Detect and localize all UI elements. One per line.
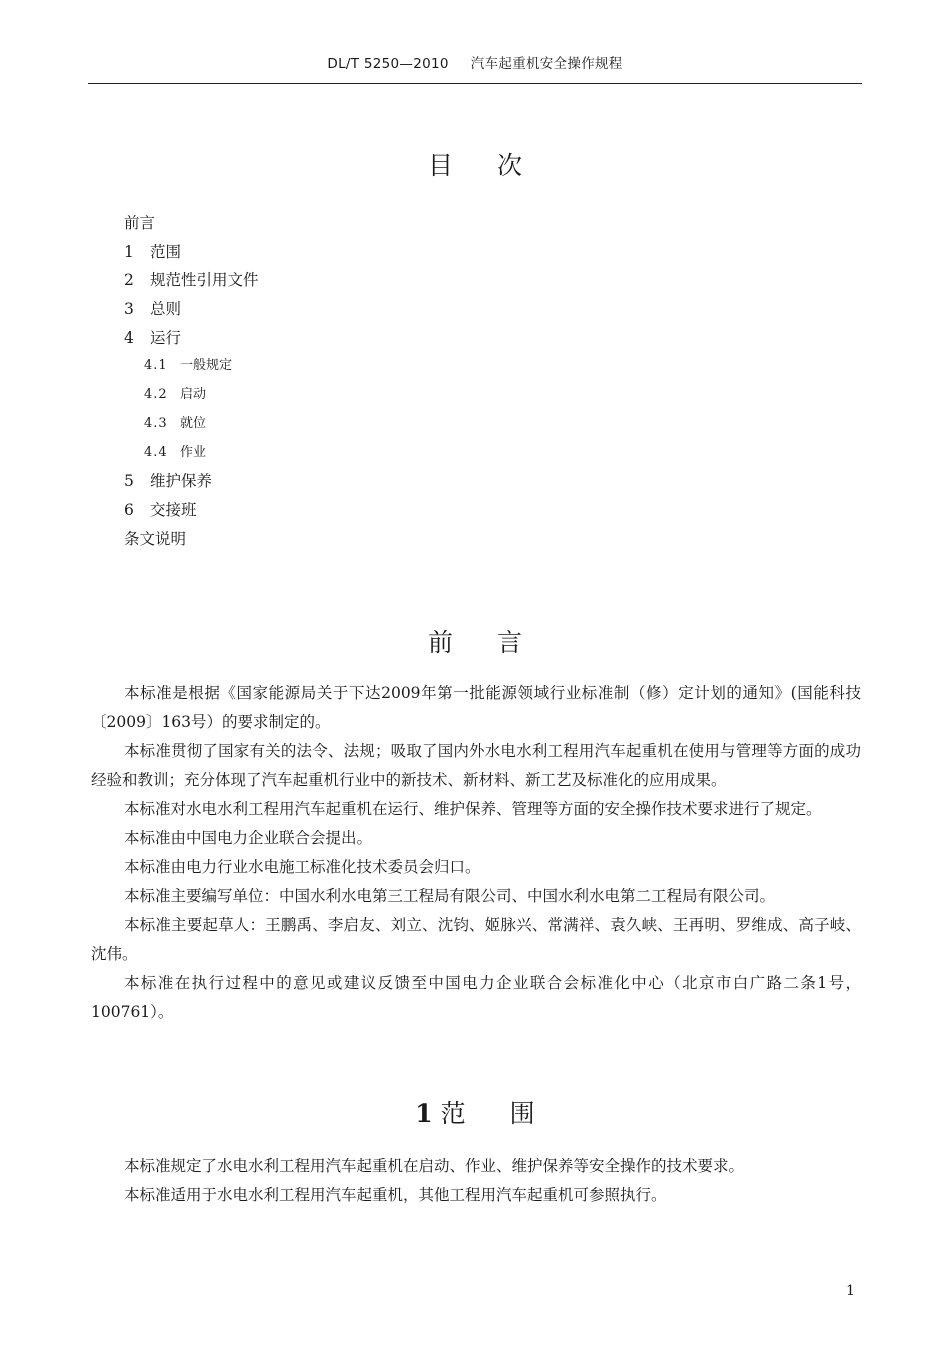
toc-item-foreword[interactable]: 前言: [124, 214, 156, 232]
toc-item-shift-handover[interactable]: 6 交接班: [124, 500, 197, 519]
foreword-heading: 前 言: [427, 628, 523, 657]
toc-item-positioning[interactable]: 4.3 就位: [144, 415, 207, 431]
toc-item-scope[interactable]: 1 范围: [124, 242, 182, 261]
foreword-paragraph: 本标准由电力行业水电施工标准化技术委员会归口。: [124, 858, 481, 876]
standard-number: DL/T 5250—2010: [327, 56, 449, 72]
scope-body: [91, 1152, 861, 1210]
document-title: 汽车起重机安全操作规程: [470, 56, 623, 72]
scope-paragraph: 本标准规定了水电水利工程用汽车起重机在启动、作业、维护保养等安全操作的技术要求。: [124, 1157, 745, 1175]
toc-item-general[interactable]: 3 总则: [124, 300, 182, 319]
running-header: [88, 52, 862, 72]
foreword-paragraph: 本标准由中国电力企业联合会提出。: [124, 829, 373, 847]
toc-item-startup[interactable]: 4.2 启动: [144, 387, 207, 403]
header-rule: [88, 83, 862, 84]
toc-item-explanation[interactable]: 条文说明: [124, 529, 187, 548]
foreword-paragraph: 本标准在执行过程中的意见或建议反馈至中国电力企业联合会标准化中心（北京市白广路二条1号，100761）。: [91, 974, 861, 1021]
foreword-paragraph: 本标准主要编写单位：中国水利水电第三工程局有限公司、中国水利水电第二工程局有限公司。: [124, 887, 776, 905]
page-number: 1: [846, 1283, 855, 1299]
foreword-paragraph: 本标准是根据《国家能源局关于下达2009年第一批能源领域行业标准制（修）定计划的通知》(国能科技〔2009〕163号）的要求制定的。: [91, 684, 861, 731]
foreword-paragraph: 本标准对水电水利工程用汽车起重机在运行、维护保养、管理等方面的安全操作技术要求进行了规定。: [124, 800, 822, 818]
foreword-paragraph: 本标准贯彻了国家有关的法令、法规；吸取了国内外水电水利工程用汽车起重机在使用与管理等方面的成功经验和教训；充分体现了汽车起重机行业中的新技术、新材料、新工艺及标准化的应用成果。: [91, 742, 861, 789]
toc-item-work[interactable]: 4.4 作业: [144, 444, 207, 460]
foreword-paragraph: 本标准主要起草人：王鹏禹、李启友、刘立、沈钧、姬脉兴、常满祥、袁久峡、王再明、罗维成、高子岐、沈伟。: [91, 916, 861, 963]
toc-item-normative-references[interactable]: 2 规范性引用文件: [124, 271, 259, 290]
toc-item-maintenance[interactable]: 5 维护保养: [124, 472, 213, 491]
table-of-contents: [124, 209, 259, 553]
contents-heading: 目 次: [427, 151, 523, 180]
scope-paragraph: 本标准适用于水电水利工程用汽车起重机，其他工程用汽车起重机可参照执行。: [124, 1186, 667, 1204]
scope-heading: 1 范 围: [415, 1099, 535, 1128]
toc-item-operation[interactable]: 4 运行: [124, 328, 182, 347]
toc-item-general-provisions[interactable]: 4.1 一般规定: [144, 358, 233, 374]
foreword-body: [91, 679, 861, 1027]
